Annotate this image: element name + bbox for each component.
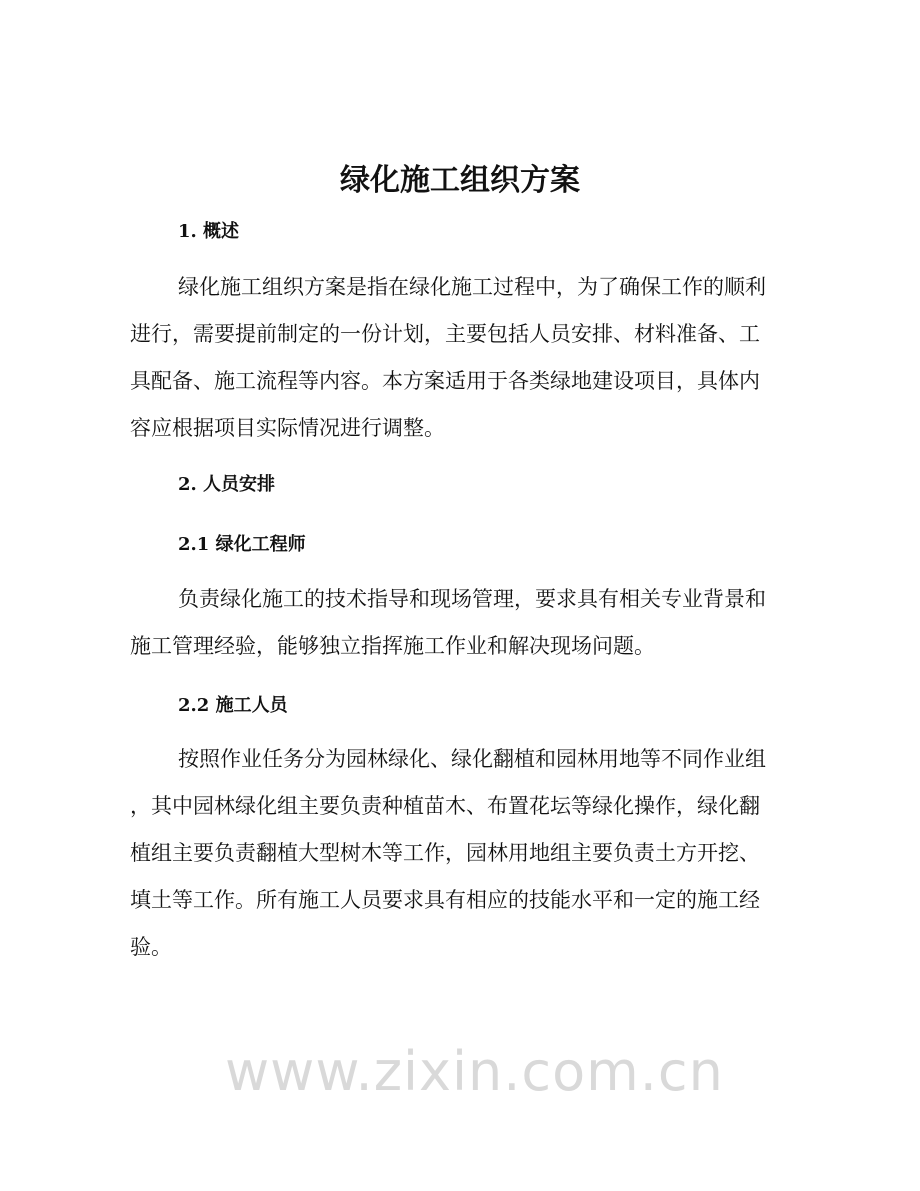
- paragraph-workers: [130, 736, 792, 971]
- text-line: 绿化施工组织方案是指在绿化施工过程中，为了确保工作的顺利: [178, 275, 766, 299]
- text-line: 施工管理经验，能够独立指挥施工作业和解决现场问题。: [130, 634, 655, 658]
- heading-workers: 2.2 施工人员: [178, 695, 288, 716]
- text-line: 容应根据项目实际情况进行调整。: [130, 416, 445, 440]
- text-line: 具配备、施工流程等内容。本方案适用于各类绿地建设项目，具体内: [130, 369, 760, 393]
- document-title: 绿化施工组织方案: [340, 163, 580, 198]
- paragraph-overview: [130, 264, 792, 452]
- text-line: 按照作业任务分为园林绿化、绿化翻植和园林用地等不同作业组: [178, 747, 766, 771]
- text-line: ，其中园林绿化组主要负责种植苗木、布置花坛等绿化操作，绿化翻: [130, 794, 760, 818]
- watermark: www.zixin.com.cn: [225, 1040, 724, 1103]
- heading-overview: 1. 概述: [178, 221, 240, 242]
- paragraph-engineer: [130, 576, 792, 670]
- text-line: 植组主要负责翻植大型树木等工作，园林用地组主要负责土方开挖、: [130, 841, 760, 865]
- text-line: 验。: [130, 935, 172, 959]
- text-line: 填土等工作。所有施工人员要求具有相应的技能水平和一定的施工经: [130, 888, 760, 912]
- heading-staffing: 2. 人员安排: [178, 474, 276, 495]
- text-line: 进行，需要提前制定的一份计划，主要包括人员安排、材料准备、工: [130, 322, 760, 346]
- text-line: 负责绿化施工的技术指导和现场管理，要求具有相关专业背景和: [178, 587, 766, 611]
- heading-engineer: 2.1 绿化工程师: [178, 534, 306, 555]
